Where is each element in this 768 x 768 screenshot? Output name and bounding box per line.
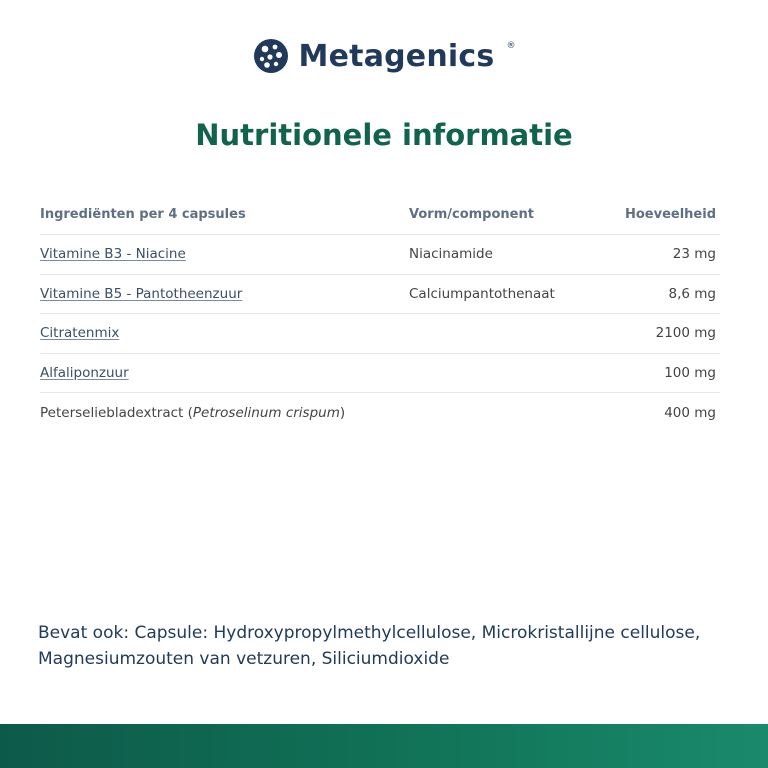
page-title: Nutritionele informatie xyxy=(195,118,573,152)
table-row xyxy=(40,275,720,315)
amount-cell: 2100 mg xyxy=(655,325,716,342)
table-row xyxy=(40,393,720,433)
table-row xyxy=(40,354,720,394)
molecule-dots-icon xyxy=(253,38,289,74)
table-row xyxy=(40,235,720,275)
table-row xyxy=(40,314,720,354)
brand-name: Metagenics xyxy=(298,38,495,74)
header-ingredients: Ingrediënten per 4 capsules xyxy=(40,207,246,222)
ingredient-link[interactable]: Vitamine B5 - Pantotheenzuur xyxy=(40,285,243,302)
form-cell: Calciumpantothenaat xyxy=(409,285,555,302)
header-form: Vorm/component xyxy=(409,207,534,222)
ingredient-link[interactable]: Vitamine B3 - Niacine xyxy=(40,246,186,263)
amount-cell: 8,6 mg xyxy=(668,285,716,302)
latin-name: Petroselinum crispum xyxy=(192,404,340,421)
ingredient-text xyxy=(40,405,409,421)
also-contains-text: Bevat ook: Capsule: Hydroxypropylmethylcellulose, Microkristallijne cellulose, Magnesiumzouten van vetzuren, Siliciumdioxide xyxy=(38,623,701,669)
form-cell: Niacinamide xyxy=(409,246,493,263)
registered-mark: ® xyxy=(506,41,516,51)
nutrition-table xyxy=(40,195,720,433)
amount-cell: 400 mg xyxy=(664,404,716,421)
table-header-row xyxy=(40,195,720,235)
footer-band xyxy=(0,724,768,768)
header-amount: Hoeveelheid xyxy=(624,207,716,222)
brand-logo xyxy=(0,38,768,74)
ingredient-name: Peterseliebladextract ( xyxy=(40,404,193,421)
ingredient-suffix: ) xyxy=(339,404,346,421)
amount-cell: 100 mg xyxy=(664,364,716,381)
ingredient-link[interactable]: Alfaliponzuur xyxy=(40,364,129,381)
ingredient-link[interactable]: Citratenmix xyxy=(40,325,120,342)
amount-cell: 23 mg xyxy=(672,246,716,263)
